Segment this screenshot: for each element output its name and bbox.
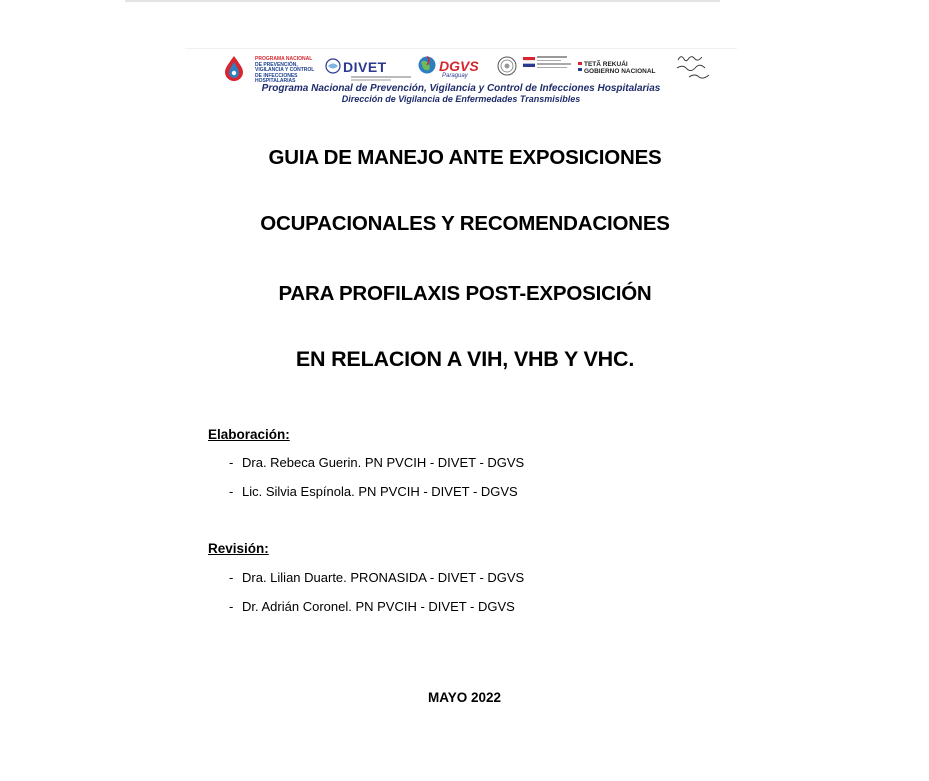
- list-marker: -: [229, 455, 234, 470]
- signature-logo: [675, 52, 713, 82]
- program-logo-line: DE INFECCIONES HOSPITALARIAS: [255, 72, 298, 85]
- list-item: [229, 599, 515, 614]
- program-logo-line: PROGRAMA NACIONAL: [255, 56, 313, 62]
- list-marker: -: [229, 484, 234, 499]
- list-item: [229, 455, 524, 470]
- document-date: MAYO 2022: [427, 690, 502, 705]
- list-item: [229, 484, 518, 499]
- page-top-edge: [125, 0, 720, 2]
- header-program-line: Programa Nacional de Prevención, Vigilancia y Control de Infecciones Hospitalarias: [261, 83, 661, 94]
- document-title-line: GUIA DE MANEJO ANTE EXPOSICIONES: [268, 146, 662, 169]
- header-direction-line: Dirección de Vigilancia de Enfermedades Transmisibles: [341, 94, 581, 104]
- flag-icon: [578, 62, 582, 71]
- program-logo-line: DE PREVENCIÓN,: [255, 61, 298, 68]
- drop-logo-icon: [223, 55, 245, 81]
- reviewer-entry: Dr. Adrián Coronel. PN PVCIH - DIVET - DGVS: [242, 599, 515, 614]
- author-entry: Lic. Silvia Espínola. PN PVCIH - DIVET - DGVS: [242, 484, 518, 499]
- author-entry: Dra. Rebeca Guerin. PN PVCIH - DIVET - DGVS: [242, 455, 525, 470]
- dgvs-logo-text: DGVS: [439, 58, 479, 74]
- seal-logo-icon: [497, 56, 517, 76]
- elaboracion-heading: Elaboración:: [208, 427, 290, 442]
- program-logo-line: VIGILANCIA Y CONTROL: [255, 67, 315, 74]
- list-marker: -: [229, 570, 234, 585]
- government-logo-text: [584, 61, 656, 75]
- globe-logo-icon: [417, 55, 437, 75]
- list-item: [229, 570, 524, 585]
- document-title-line: OCUPACIONALES Y RECOMENDACIONES: [260, 212, 670, 235]
- document-title-line: EN RELACION A VIH, VHB Y VHC.: [295, 347, 635, 371]
- document-title-line: PARA PROFILAXIS POST-EXPOSICIÓN: [278, 282, 652, 305]
- divet-logo-text: DIVET: [343, 59, 387, 75]
- divet-logo-subtext: [351, 75, 421, 81]
- flag-icon: [523, 57, 535, 67]
- program-logo-text: [255, 57, 333, 85]
- government-logo-line: TETÃ REKUÁI: [584, 61, 628, 68]
- revision-heading: Revisión:: [208, 541, 269, 556]
- dgvs-logo-subtext: Paraguay: [442, 73, 468, 79]
- divet-mark-icon: [325, 58, 341, 74]
- list-marker: -: [229, 599, 234, 614]
- reviewer-entry: Dra. Lilian Duarte. PRONASIDA - DIVET - DGVS: [242, 570, 525, 585]
- government-logo-line: GOBIERNO NACIONAL: [584, 68, 656, 75]
- logo-strip: [185, 48, 737, 85]
- document-header: [185, 48, 737, 106]
